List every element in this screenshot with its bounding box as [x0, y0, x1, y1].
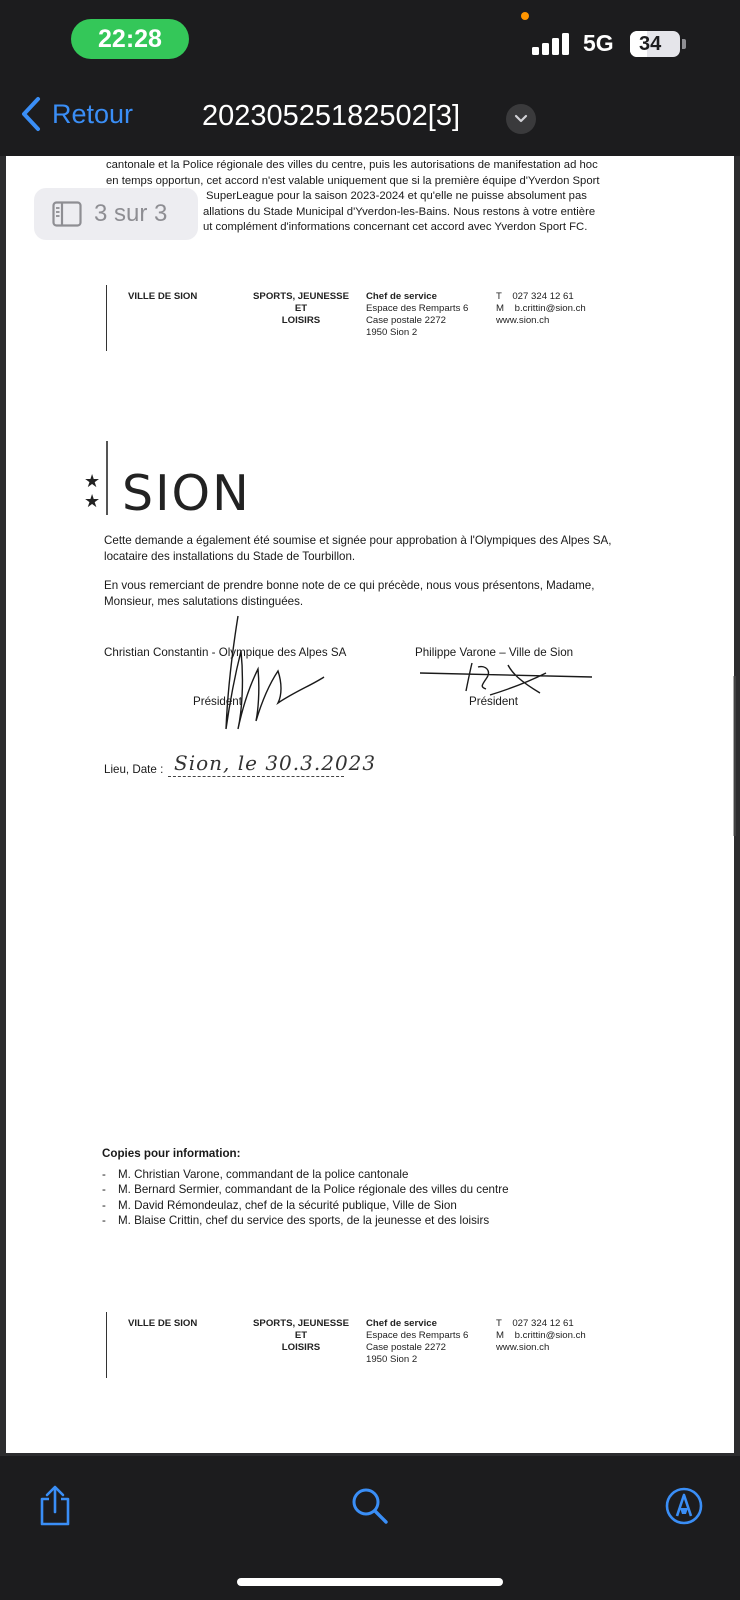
place-date-handwritten: Sion, le 30.3.2023 [174, 751, 377, 775]
footer-address [366, 291, 468, 339]
status-bar [0, 0, 740, 80]
footer-dept-line: LOISIRS [281, 1342, 321, 1353]
sidebar-icon [52, 201, 82, 227]
page1-line: SuperLeague pour la saison 2023-2024 et qu'elle ne puisse absolument pas [206, 190, 587, 202]
share-icon [37, 1485, 73, 1527]
search-icon [350, 1486, 390, 1526]
footer-address-line: 1950 Sion 2 [366, 327, 418, 338]
copies-list [102, 1167, 509, 1228]
footer-contact [496, 1318, 586, 1354]
logo-wordmark: SION [122, 465, 251, 522]
sion-logo [84, 441, 251, 522]
logo-bar [106, 441, 108, 515]
list-item: - M. Blaise Crittin, chef du service des sports, de la jeunesse et des loisirs [102, 1213, 509, 1228]
footer-address-line: Case postale 2272 [366, 1342, 447, 1353]
pdf-page-3 [6, 421, 734, 1453]
paragraph-line: Monsieur, mes salutations distinguées. [104, 594, 304, 608]
copies-heading: Copies pour information: [102, 1147, 241, 1160]
footer-dept-line: LOISIRS [281, 315, 321, 326]
status-time: 22:28 [71, 19, 189, 59]
footer-address-line: 1950 Sion 2 [366, 1354, 418, 1365]
list-item: - M. David Rémondeulaz, chef de la sécurité publique, Ville de Sion [102, 1198, 509, 1213]
page-indicator-label: 3 sur 3 [94, 200, 168, 227]
place-date-label: Lieu, Date : [104, 763, 164, 776]
battery-tip [682, 39, 686, 49]
chevron-down-icon [514, 114, 528, 124]
footer-address-line: Espace des Remparts 6 [366, 303, 469, 314]
footer-dept-line: SPORTS, JEUNESSE ET [253, 1318, 349, 1341]
place-date-line [168, 776, 344, 777]
paragraph-line: locataire des installations du Stade de Tourbillon. [104, 549, 356, 563]
list-item: - M. Christian Varone, commandant de la police cantonale [102, 1167, 509, 1182]
title-menu-button[interactable] [506, 104, 536, 134]
signer-left-name: Christian Constantin - Olympique des Alpes SA [104, 646, 347, 659]
footer-divider [106, 1312, 107, 1378]
privacy-indicator-dot [521, 12, 529, 20]
footer-org: VILLE DE SION [128, 291, 198, 302]
page1-line: allations du Stade Municipal d'Yverdon-les-Bains. Nous restons à votre entière [203, 205, 596, 218]
footer-web: www.sion.ch [496, 1342, 550, 1353]
list-item: - M. Bernard Sermier, commandant de la Police régionale des villes du centre [102, 1182, 509, 1197]
footer-email: M b.crittin@sion.ch [496, 1330, 586, 1341]
footer-web: www.sion.ch [496, 315, 550, 326]
scroll-indicator[interactable] [733, 676, 736, 836]
footer-org: VILLE DE SION [128, 1318, 198, 1329]
footer-role: Chef de service [366, 1318, 437, 1329]
share-button[interactable] [33, 1484, 77, 1528]
footer-department [246, 291, 356, 327]
logo-stars-icon: ★ ★ [84, 471, 101, 511]
closing-paragraph [104, 578, 624, 609]
cellular-signal-icon [532, 33, 572, 55]
back-button[interactable] [20, 96, 133, 132]
footer-divider [106, 285, 107, 351]
back-label: Retour [52, 98, 134, 129]
paragraph-line: Cette demande a également été soumise et signée pour approbation à l'Olympiques des Alpes SA, [104, 534, 612, 547]
footer-dept-line: SPORTS, JEUNESSE ET [253, 291, 349, 314]
home-indicator[interactable] [237, 1578, 503, 1586]
page1-line: ut complément d'informations concernant cet accord avec Yverdon Sport FC. [203, 221, 588, 233]
chevron-left-icon [20, 96, 42, 132]
signature-right [416, 659, 596, 699]
page1-line: en temps opportun, cet accord n'est valable uniquement que si la première équipe d'Yverdon Sport [106, 174, 600, 187]
footer-address-line: Case postale 2272 [366, 315, 447, 326]
paragraph-line: En vous remerciant de prendre bonne note de ce qui précède, nous vous présentons, Madame, [104, 579, 595, 592]
signature-left [186, 611, 336, 741]
approval-paragraph [104, 533, 624, 564]
signer-right-title: Président [469, 695, 518, 708]
network-type: 5G [583, 30, 614, 56]
battery-percent: 34 [639, 32, 662, 55]
footer-address [366, 1318, 468, 1366]
search-button[interactable] [348, 1484, 392, 1528]
navigation-bar [0, 80, 740, 156]
footer-role: Chef de service [366, 291, 437, 302]
footer-address-line: Espace des Remparts 6 [366, 1330, 469, 1341]
document-viewer[interactable] [0, 156, 740, 1456]
signer-right-name: Philippe Varone – Ville de Sion [415, 646, 574, 659]
page1-line: cantonale et la Police régionale des villes du centre, puis les autorisations de manifestation ad hoc [106, 159, 598, 171]
footer-department [246, 1318, 356, 1354]
footer-contact [496, 291, 586, 327]
page-footer [106, 1312, 626, 1378]
document-title[interactable]: 20230525182502[3] [202, 100, 461, 132]
footer-phone: T 027 324 12 61 [496, 291, 574, 302]
markup-button[interactable] [662, 1484, 706, 1528]
page-indicator[interactable] [34, 188, 198, 240]
battery-icon [630, 31, 680, 57]
footer-phone: T 027 324 12 61 [496, 1318, 574, 1329]
page-footer [106, 285, 626, 351]
footer-email: M b.crittin@sion.ch [496, 303, 586, 314]
markup-pen-icon [664, 1486, 704, 1526]
signer-left-title: Président [193, 695, 242, 708]
